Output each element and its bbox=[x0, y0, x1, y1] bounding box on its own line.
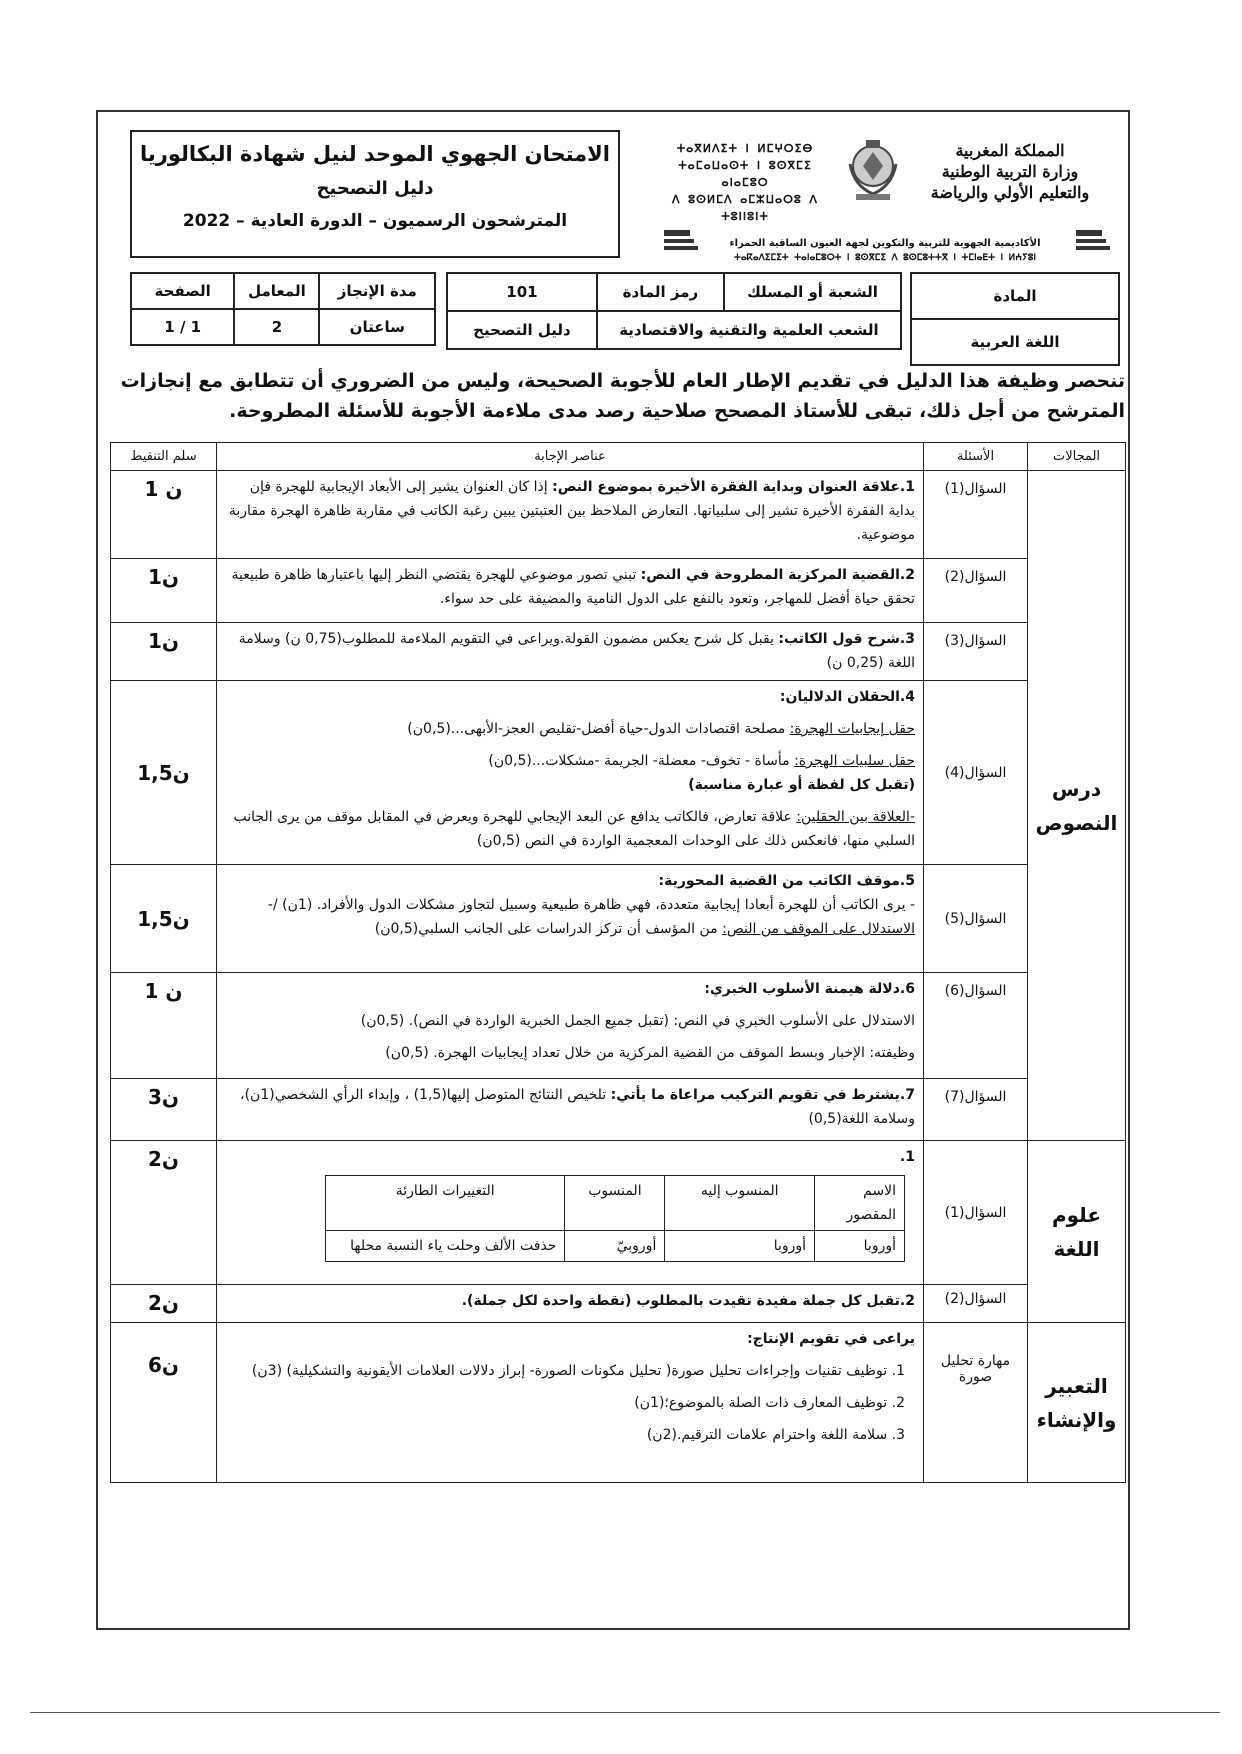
exam-session: المترشحون الرسميون – الدورة العادية – 2022 bbox=[182, 211, 568, 231]
table-row bbox=[111, 1323, 1126, 1483]
duration-label: مدة الإنجاز bbox=[319, 273, 435, 309]
score: 2ن bbox=[111, 1141, 217, 1285]
list-item: 3. سلامة اللغة واحترام علامات الترقيم.(2ن) bbox=[646, 1427, 905, 1443]
grammar-table bbox=[325, 1175, 905, 1262]
grammar-cell: أوروبا bbox=[665, 1231, 815, 1262]
question-label: السؤال(1) bbox=[924, 471, 1028, 559]
grammar-header: التغييرات الطارئة bbox=[326, 1176, 565, 1231]
exam-title-box bbox=[130, 130, 620, 258]
ministry-name: المملكة المغربية وزارة التربية الوطنية والتعليم الأولي والرياضة bbox=[930, 141, 1090, 202]
doc-label: دليل التصحيح bbox=[447, 311, 597, 349]
coef-value: 2 bbox=[234, 309, 319, 345]
table-row bbox=[111, 1079, 1126, 1141]
score: 6ن bbox=[111, 1323, 217, 1483]
page-label: الصفحة bbox=[131, 273, 234, 309]
page-value: 1 / 1 bbox=[131, 309, 234, 345]
score: 3ن bbox=[111, 1079, 217, 1141]
answer-cell: 7.يشترط في تقويم التركيب مراعاة ما يأتي: تلخيص النتائج المتوصل إليها(1,5) ، وإبداء الرأي الشخصي(1ن)، وسلامة اللغة(0,5) bbox=[217, 1079, 924, 1141]
header-domains: المجالات bbox=[1028, 443, 1126, 471]
answer-cell: 4.الحقلان الدلاليان: حقل إيجابيات الهجرة: مصلحة اقتصادات الدول-حياة أفضل-تقليص العجز-الأبهى...(0,5ن) حقل سلبيات الهجرة: مأساة - تخوف- معضلة- الجريمة -مشكلات...(0,5ن) (تقبل كل لفظة أو عبارة مناسبة) -العلاقة بين الحقلين: علاقة تعارض، فالكاتب يدافع عن البعد الإيجابي للهجرة ويعرض في المقابل موقف من يرى الجانب السلبي منها، فانعكس ذلك على الوحدات المعجمية الواردة في النص (0,5ن) bbox=[217, 681, 924, 865]
table-row bbox=[111, 865, 1126, 973]
header-scale: سلم التنقيط bbox=[111, 443, 217, 471]
branch-table bbox=[446, 272, 902, 350]
academy-name: الأكاديمية الجهوية للتربية والتكوين لجهة العيون الساقية الحمراء ⵜⴰⴽⴰⴷⵉⵎⵉⵜ ⵜⴰⵏⴰⵎⵓⵔⵜ ⵏ ⵓⵙⴳⵎⵉ ⴷ ⵓⵙⵎⵓⵜⵜⴳ ⵏ ⵜⵎⵏⴰⴹⵜ ⵏ ⵍⵄⵢⵓⵏ bbox=[729, 238, 1041, 263]
list-item: 2. توظيف المعارف ذات الصلة بالموضوع؛(1ن) bbox=[634, 1395, 905, 1411]
header-answers: عناصر الإجابة bbox=[217, 443, 924, 471]
question-label: السؤال(2) bbox=[924, 1285, 1028, 1323]
subject-table bbox=[910, 272, 1120, 366]
score: 1 ن bbox=[111, 973, 217, 1079]
score: 1ن bbox=[111, 559, 217, 623]
answer-cell: 1.علاقة العنوان وبداية الفقرة الأخيرة بموضوع النص: إذا كان العنوان يشير إلى الأبعاد الإيجابية للهجرة فإن بداية الفقرة الأخيرة تشير إلى سلبياتها. التعارض الملاحظ بين العتبتين يبين رغبة الكاتب في مقاربة ظاهرة الهجرة مقاربة موضوعية. bbox=[217, 471, 924, 559]
grammar-header: المنسوب إليه bbox=[665, 1176, 815, 1231]
score: 1,5ن bbox=[111, 865, 217, 973]
code-label: رمز المادة bbox=[597, 273, 724, 311]
domain-expression: التعبير والإنشاء bbox=[1028, 1323, 1126, 1483]
coef-label: المعامل bbox=[234, 273, 319, 309]
exam-title: الامتحان الجهوي الموحد لنيل شهادة البكالوريا bbox=[139, 142, 610, 166]
question-label: مهارة تحليل صورة bbox=[924, 1323, 1028, 1483]
answer-cell: يراعى في تقويم الإنتاج: 1. توظيف تقنيات وإجراءات تحليل صورة( تحليل مكونات الصورة- إبراز دلالات العلامات الأيقونية والتشكيلية) (3ن) 2. توظيف المعارف ذات الصلة بالموضوع؛(1ن) 3. سلامة اللغة واحترام علامات الترقيم.(2ن) bbox=[217, 1323, 924, 1483]
table-row bbox=[111, 1141, 1126, 1285]
subject-value: اللغة العربية bbox=[911, 319, 1119, 365]
domain-language: علوم اللغة bbox=[1028, 1141, 1126, 1323]
question-label: السؤال(4) bbox=[924, 681, 1028, 865]
branch-label: الشعبة أو المسلك bbox=[724, 273, 901, 311]
table-row bbox=[111, 1285, 1126, 1323]
correction-table bbox=[110, 442, 1126, 1483]
table-row bbox=[111, 623, 1126, 681]
question-label: السؤال(3) bbox=[924, 623, 1028, 681]
grammar-header: الاسم المقصور bbox=[815, 1176, 905, 1231]
grammar-header: المنسوب bbox=[565, 1176, 665, 1231]
answer-cell: 6.دلالة هيمنة الأسلوب الخبري: الاستدلال على الأسلوب الخبري في النص: (تقبل جميع الجمل الخبرية الواردة في النص). (0,5ن) وظيفته: الإخبار وبسط الموقف من القضية المركزية من خلال تعداد إيجابيات الهجرة. (0,5ن) bbox=[217, 973, 924, 1079]
footer-divider bbox=[30, 1712, 1220, 1713]
kingdom-emblem-icon bbox=[846, 136, 900, 202]
grammar-cell: أوروبيّ bbox=[565, 1231, 665, 1262]
exam-meta-table bbox=[130, 272, 436, 346]
doc-type: دليل التصحيح bbox=[316, 178, 434, 199]
table-row bbox=[111, 559, 1126, 623]
answer-cell: 5.موقف الكاتب من القضية المحورية: - يرى الكاتب أن للهجرة أبعادا إيجابية متعددة، فهي ظاهرة طبيعية وسبيل لتجاوز مشكلات الدول والأفراد. (1ن) /-الاستدلال على الموقف من النص: من المؤسف أن تركز الدراسات على الجانب السلبي(0,5ن) bbox=[217, 865, 924, 973]
score: 1 ن bbox=[111, 471, 217, 559]
branch-value: الشعب العلمية والتقنية والاقتصادية bbox=[597, 311, 901, 349]
question-label: السؤال(2) bbox=[924, 559, 1028, 623]
score: 1,5ن bbox=[111, 681, 217, 865]
code-value: 101 bbox=[447, 273, 597, 311]
score: 2ن bbox=[111, 1285, 217, 1323]
header-questions: الأسئلة bbox=[924, 443, 1028, 471]
question-label: السؤال(5) bbox=[924, 865, 1028, 973]
question-label: السؤال(6) bbox=[924, 973, 1028, 1079]
table-header-row bbox=[111, 443, 1126, 471]
subject-label: المادة bbox=[911, 273, 1119, 319]
domain-texts: درس النصوص bbox=[1028, 471, 1126, 1141]
list-item: 1. توظيف تقنيات وإجراءات تحليل صورة( تحليل مكونات الصورة- إبراز دلالات العلامات الأيقونية والتشكيلية) (3ن) bbox=[251, 1363, 905, 1379]
table-row bbox=[111, 973, 1126, 1079]
question-label: السؤال(7) bbox=[924, 1079, 1028, 1141]
answer-cell: 2.تقبل كل جملة مفيدة تقيدت بالمطلوب (نقطة واحدة لكل جملة). bbox=[217, 1285, 924, 1323]
score: 1ن bbox=[111, 623, 217, 681]
intro-text: تنحصر وظيفة هذا الدليل في تقديم الإطار العام للأجوبة الصحيحة، وليس من الضروري أن تتطابق مع إنجازات المترشح من أجل ذلك، تبقى للأستاذ المصحح صلاحية رصد مدى ملاءمة الأجوبة للأسئلة المطروحة. bbox=[120, 370, 1125, 422]
answer-cell: 1. الاسم المقصور المنسوب إليه المنسوب التغييرات الطارئة أوروبا أوروبا أوروبيّ حذفت الألف وحلت ياء النسبة محلها bbox=[217, 1141, 924, 1285]
amazigh-ministry-text: ⵜⴰⴳⵍⴷⵉⵜ ⵏ ⵍⵎⵖⵔⵉⴱ ⵜⴰⵎⴰⵡⴰⵙⵜ ⵏ ⵓⵙⴳⵎⵉ ⴰⵏⴰⵎⵓⵔ ⴷ ⵓⵙⵍⵎⴷ ⴰⵎⵣⵡⴰⵔⵓ ⴷ ⵜⵓⵏⵏⵓⵏⵜ bbox=[672, 142, 818, 223]
grammar-cell: أوروبا bbox=[815, 1231, 905, 1262]
table-row bbox=[111, 471, 1126, 559]
question-label: السؤال(1) bbox=[924, 1141, 1028, 1285]
duration-value: ساعتان bbox=[319, 309, 435, 345]
grammar-cell: حذفت الألف وحلت ياء النسبة محلها bbox=[326, 1231, 565, 1262]
table-row bbox=[111, 681, 1126, 865]
answer-cell: 2.القضية المركزية المطروحة في النص: تبني تصور موضوعي للهجرة يقتضي النظر إليها باعتبارها ظاهرة طبيعية تحقق حياة أفضل للمهاجر، وتعود بالنفع على الدول النامية والمضيفة على حد سواء. bbox=[217, 559, 924, 623]
answer-cell: 3.شرح قول الكاتب: يقبل كل شرح يعكس مضمون القولة.ويراعى في التقويم الملاءمة للمطلوب(0,75 ن) وسلامة اللغة (0,25 ن) bbox=[217, 623, 924, 681]
